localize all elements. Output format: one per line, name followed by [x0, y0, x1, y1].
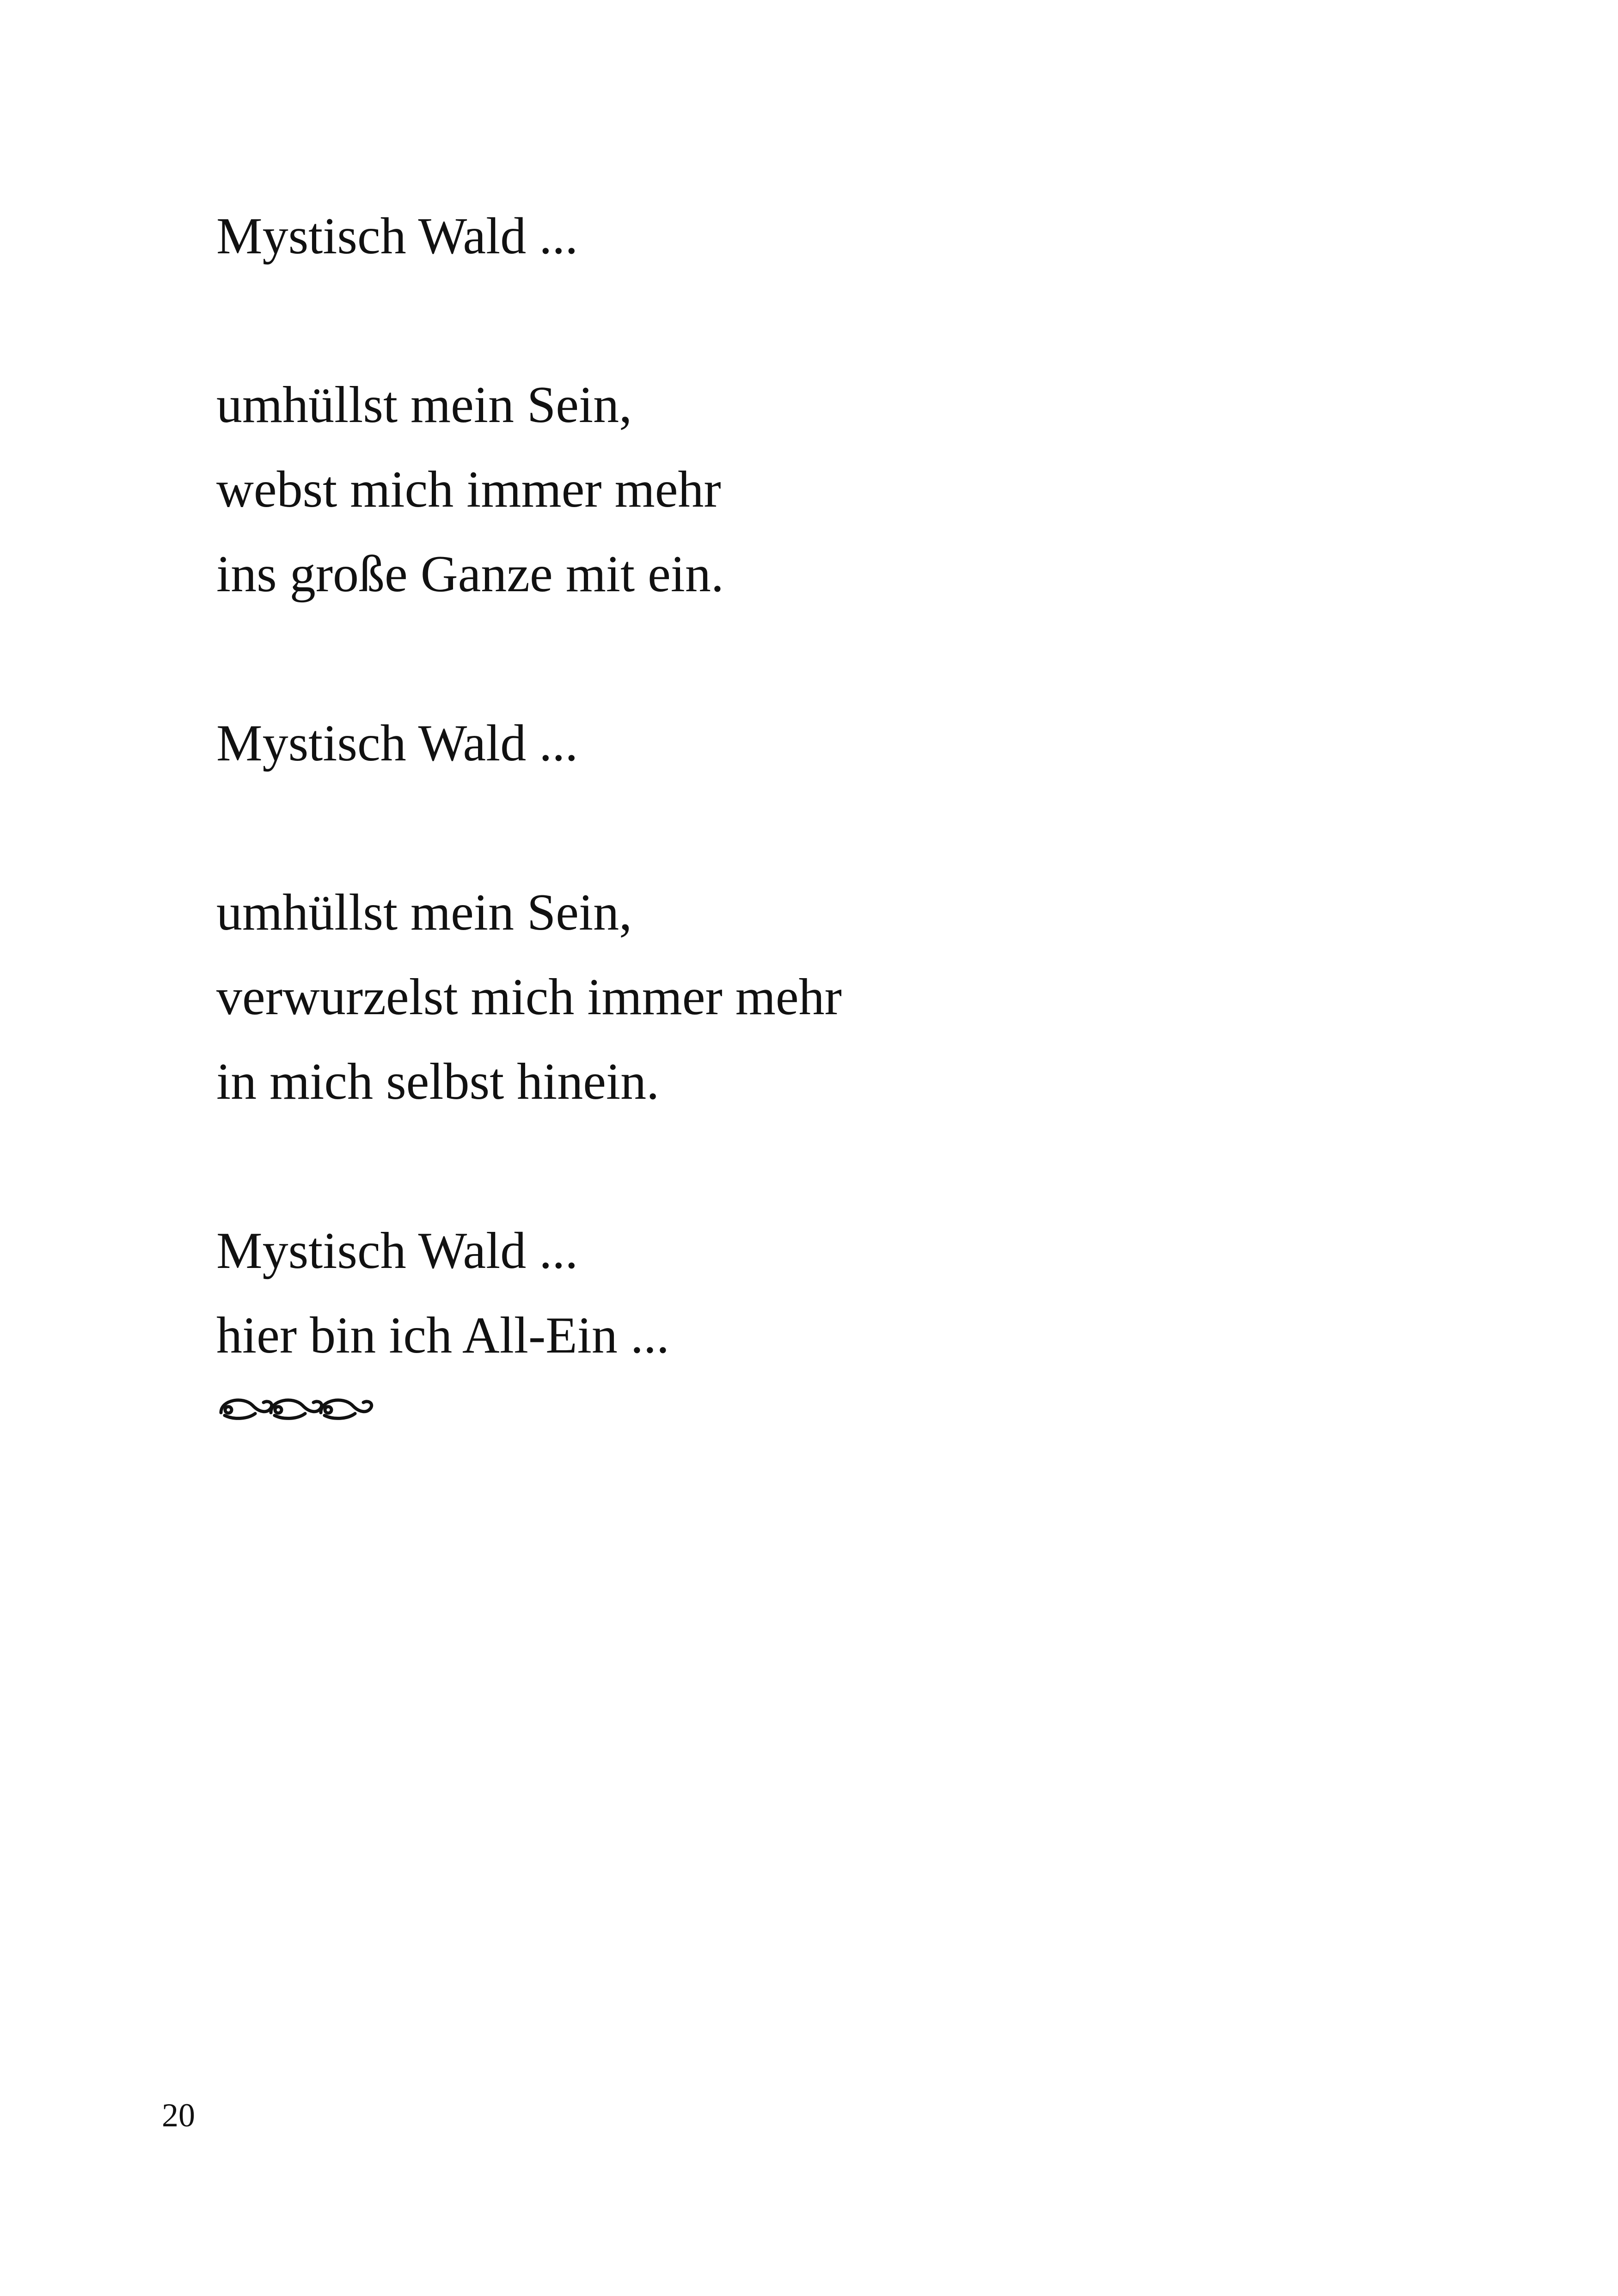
poem-line: ins große Ganze mit ein. — [216, 545, 724, 603]
page-number: 20 — [162, 2097, 195, 2134]
poem-line: umhüllst mein Sein, — [216, 884, 632, 941]
poem-line: Mystisch Wald ... — [216, 1222, 578, 1280]
poem-line: umhüllst mein Sein, — [216, 376, 632, 434]
poem-line: hier bin ich All-Ein ... — [216, 1307, 669, 1364]
poem-line: in mich selbst hinein. — [216, 1053, 660, 1110]
poem-line: verwurzelst mich immer mehr — [216, 968, 842, 1026]
poem-line: webst mich immer mehr — [216, 461, 721, 518]
swirl-ornament-icon — [215, 1391, 377, 1424]
poem-line: Mystisch Wald ... — [216, 208, 578, 265]
poem-line: Mystisch Wald ... — [216, 715, 578, 772]
